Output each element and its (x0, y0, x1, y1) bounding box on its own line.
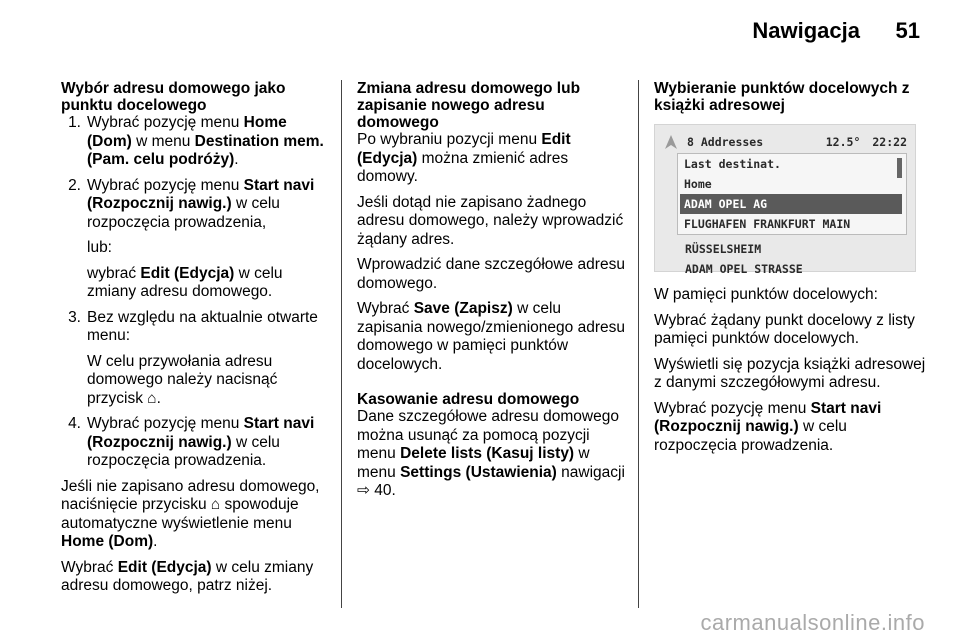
screen-list-item-selected: ADAM OPEL AG (680, 194, 902, 214)
column-3 (654, 80, 926, 462)
paragraph: Wyświetli się pozycja książki adresowej z danymi szczegółowymi adresu. (654, 355, 926, 391)
column-2 (357, 80, 629, 508)
step-text: W celu przywołania adresu domowego należy nacisnąć przycisk ⌂. (87, 352, 278, 407)
screen-temperature: 12.5° (825, 134, 861, 149)
watermark: carmanualsonline.info (700, 610, 925, 635)
column-divider (341, 80, 342, 608)
paragraph: Wybrać Save (Zapisz) w celu zapisania nowego/zmienionego adresu domowego w pamięci punktów docelowych. (357, 300, 625, 373)
step-item (61, 415, 333, 471)
column-divider (638, 80, 639, 608)
step-text: Wybrać pozycję menu Start navi (Rozpocznij nawig.) w celu rozpoczęcia prowadzenia. (87, 415, 315, 469)
step-number: 3. (68, 308, 81, 326)
chapter-title: Nawigacja (752, 18, 860, 43)
paragraph: Wprowadzić dane szczegółowe adresu domowego. (357, 256, 625, 292)
section-heading-home-destination: Wybór adresu domowego jako punktu docelowego (61, 80, 286, 114)
step-number: 2. (68, 176, 81, 194)
screen-detail-line: ADAM OPEL STRASSE (685, 262, 803, 276)
screen-destination-list (677, 153, 907, 235)
step-number: 1. (68, 114, 81, 131)
paragraph: Dane szczegółowe adresu domowego można usunąć za pomocą pozycji menu Delete lists (Kasuj listy) w menu Settings (Ustawienia) nawigacji ⇨ 40. (357, 408, 625, 499)
screen-address-details (677, 239, 907, 279)
screen-title: 8 Addresses (687, 134, 764, 149)
column-1 (61, 80, 333, 603)
section-heading-change-home: Zmiana adresu domowego lub zapisanie nowego adresu domowego (357, 80, 581, 131)
paragraph: Wybrać pozycję menu Start navi (Rozpocznij nawig.) w celu rozpoczęcia prowadzenia. (654, 399, 882, 454)
paragraph: Wybrać Edit (Edycja) w celu zmiany adresu domowego, patrz niżej. (61, 558, 314, 594)
step-item (61, 114, 333, 170)
step-text: lub: (87, 239, 112, 256)
screen-title-bar (663, 133, 907, 151)
paragraph: Wybrać żądany punkt docelowy z listy pamięci punktów docelowych. (654, 311, 915, 347)
step-item (61, 177, 333, 302)
screen-time: 22:22 (872, 134, 907, 149)
paragraph: Jeśli nie zapisano adresu domowego, naciśnięcie przycisku ⌂ spowoduje automatyczne wyświetlenie menu Home (Dom). (61, 477, 320, 550)
screen-detail-line: RÜSSELSHEIM (685, 242, 762, 256)
step-text: Wybrać pozycję menu Start navi (Rozpocznij nawig.) w celu rozpoczęcia prowadzenia, (87, 176, 315, 231)
page-number: 51 (895, 18, 920, 43)
screen-list-item: Last destinat. (684, 157, 781, 171)
steps-list (61, 114, 333, 471)
screen-list-item: FLUGHAFEN FRANKFURT MAIN (684, 217, 851, 231)
paragraph: Jeśli dotąd nie zapisano żadnego adresu domowego, należy wprowadzić żądany adres. (357, 193, 624, 248)
paragraph: Po wybraniu pozycji menu Edit (Edycja) można zmienić adres domowy. (357, 131, 571, 185)
step-item (61, 309, 333, 409)
step-text: Bez względu na aktualnie otwarte menu: (87, 308, 318, 344)
section-heading-delete-home: Kasowanie adresu domowego (357, 391, 580, 408)
step-text: wybrać Edit (Edycja) w celu zmiany adresu domowego. (87, 264, 283, 300)
screen-scrollbar (897, 158, 902, 178)
step-number: 4. (68, 415, 81, 432)
navigation-screen-image (654, 124, 916, 276)
section-heading-address-book: Wybieranie punktów docelowych z książki adresowej (654, 80, 910, 114)
screen-list-item: Home (684, 177, 712, 191)
paragraph: W pamięci punktów docelowych: (654, 286, 878, 303)
navigation-arrow-icon (663, 134, 679, 150)
step-text: Wybrać pozycję menu Home (Dom) w menu Destination mem. (Pam. celu podróży). (87, 114, 324, 168)
